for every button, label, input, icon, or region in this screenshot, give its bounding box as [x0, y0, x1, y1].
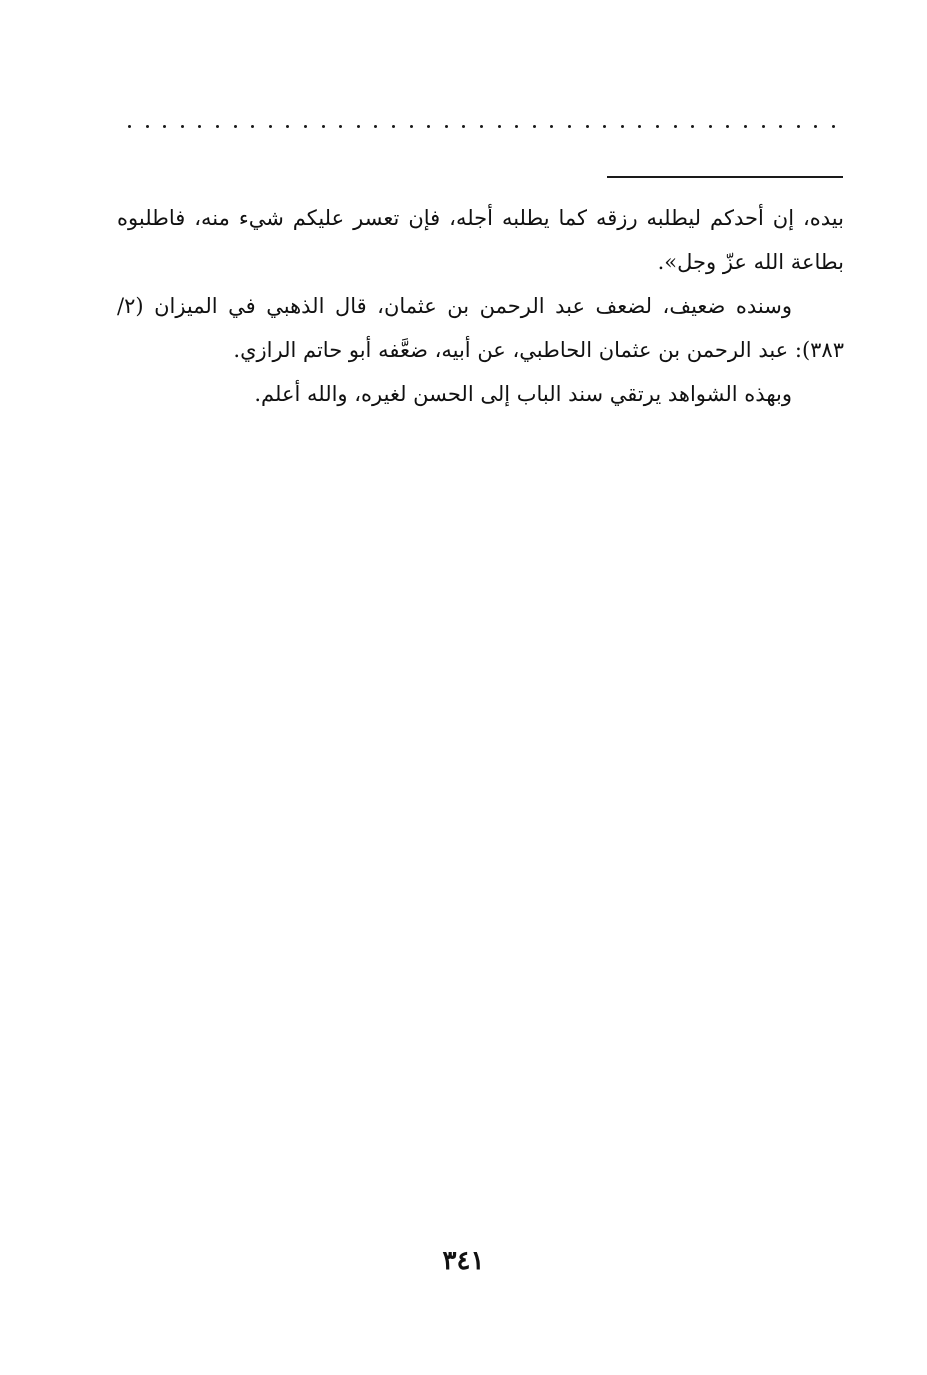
separator-dot	[392, 125, 395, 128]
separator-dot	[762, 125, 765, 128]
separator-dot	[568, 125, 571, 128]
separator-dot	[814, 125, 817, 128]
separator-dot	[691, 125, 694, 128]
separator-dot	[357, 125, 360, 128]
separator-dot	[410, 125, 413, 128]
separator-dot	[498, 125, 501, 128]
separator-dot	[462, 125, 465, 128]
separator-dot	[744, 125, 747, 128]
separator-dot	[286, 125, 289, 128]
paragraph-2: وسنده ضعيف، لضعف عبد الرحمن بن عثمان، قال الذهبي في الميزان (٢/ ٣٨٣): عبد الرحمن بن عثمان الحاطبي، عن أبيه، ضعَّفه أبو حاتم الرازي.	[117, 294, 844, 362]
page-number: ٣٤١	[442, 1246, 485, 1276]
separator-dot	[304, 125, 307, 128]
separator-dot	[656, 125, 659, 128]
separator-dot	[146, 125, 149, 128]
separator-dot	[621, 125, 624, 128]
separator-dot	[427, 125, 430, 128]
separator-dot	[832, 125, 835, 128]
separator-dot	[550, 125, 553, 128]
separator-dot	[779, 125, 782, 128]
separator-dot	[674, 125, 677, 128]
separator-dot	[586, 125, 589, 128]
separator-dot	[251, 125, 254, 128]
separator-dot	[322, 125, 325, 128]
separator-dot	[709, 125, 712, 128]
separator-dot	[128, 125, 131, 128]
separator-dot	[198, 125, 201, 128]
paragraph-3: وبهذه الشواهد يرتقي سند الباب إلى الحسن لغيره، والله أعلم.	[254, 382, 792, 406]
footnote-separator	[607, 176, 843, 178]
dotted-separator	[128, 124, 840, 130]
separator-dot	[797, 125, 800, 128]
paragraph-1: بيده، إن أحدكم ليطلبه رزقه كما يطلبه أجله، فإن تعسر عليكم شيء منه، فاطلبوه بطاعة الله عزّ وجل».	[117, 206, 844, 274]
separator-dot	[638, 125, 641, 128]
separator-dot	[374, 125, 377, 128]
separator-dot	[480, 125, 483, 128]
separator-dot	[726, 125, 729, 128]
separator-dot	[163, 125, 166, 128]
separator-dot	[515, 125, 518, 128]
separator-dot	[339, 125, 342, 128]
separator-dot	[216, 125, 219, 128]
separator-dot	[533, 125, 536, 128]
separator-dot	[269, 125, 272, 128]
separator-dot	[603, 125, 606, 128]
separator-dot	[234, 125, 237, 128]
body-text	[117, 196, 844, 416]
separator-dot	[181, 125, 184, 128]
separator-dot	[445, 125, 448, 128]
